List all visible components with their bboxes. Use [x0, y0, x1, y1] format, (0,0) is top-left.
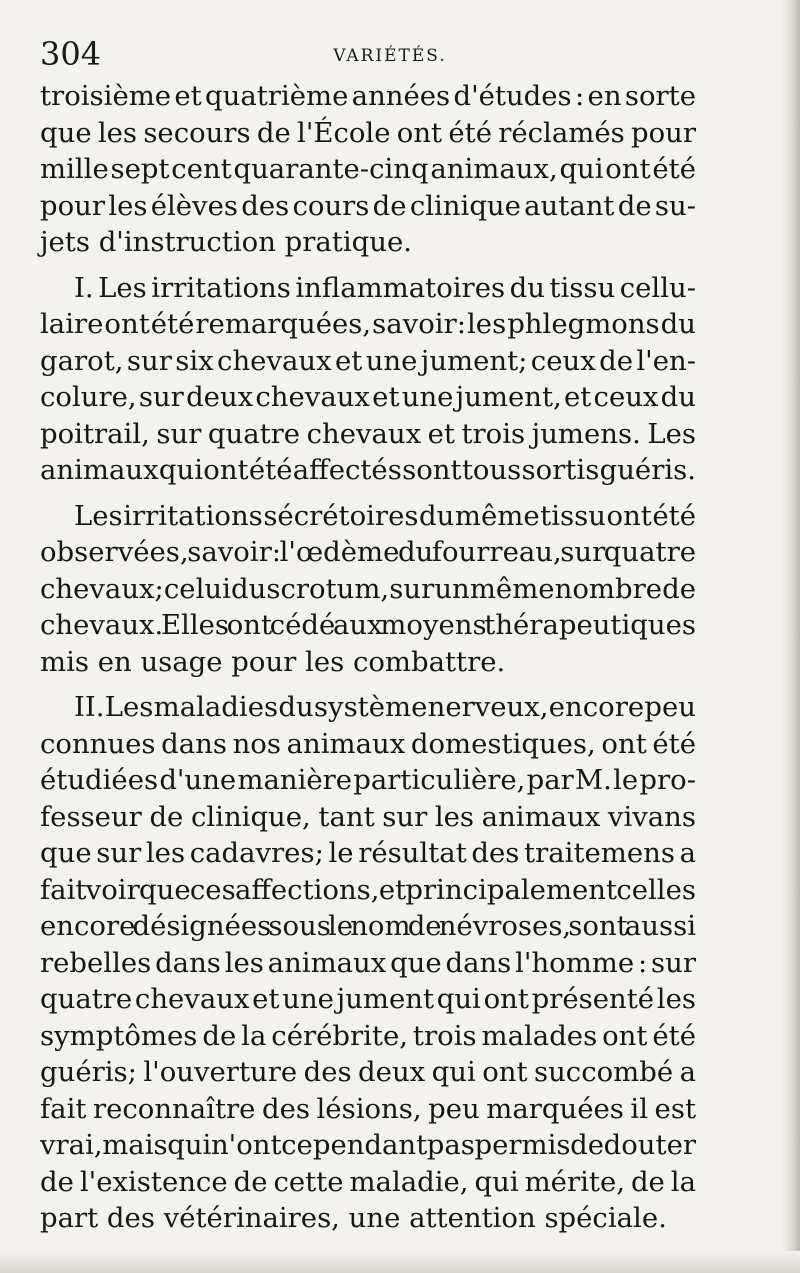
text-line: que les secours de l'École ont été réclamés pour — [40, 116, 696, 149]
text-line: troisième et quatrième années d'études : en sorte — [40, 80, 696, 112]
text-line: mis en usage pour les combattre. — [40, 645, 506, 678]
text-line: rebelles dans les animaux que dans l'homme : sur — [40, 946, 696, 979]
text-line: laire ont été remarquées, savoir: les phlegmons du — [40, 308, 696, 340]
text-line: de l'existence de cette maladie, qui mérite, de la — [40, 1165, 696, 1198]
paragraph-gap — [40, 489, 696, 498]
text-line: poitrail, sur quatre chevaux et trois jumens. Les — [40, 417, 696, 450]
text-line: fait voir que ces affections, et principalement celles — [40, 873, 696, 906]
body-text — [40, 78, 696, 1237]
text-line: chevaux; celui du scrotum, sur un même nombre de — [40, 572, 696, 605]
text-line: encore désignées sous le nom de névroses, sont aussi — [40, 910, 696, 942]
page-header — [40, 34, 740, 74]
text-line: jets d'instruction pratique. — [40, 226, 412, 258]
paragraph-gap — [40, 680, 696, 689]
text-line: I. Les irritations inflammatoires du tissu cellu- — [74, 271, 696, 304]
text-line: étudiées d'une manière particulière, par M. le pro- — [40, 764, 696, 796]
text-line: pour les élèves des cours de clinique autant de su- — [40, 189, 696, 222]
page-edge-shadow — [782, 0, 800, 1273]
text-line: Les irritations sécrétoires du même tissu ont été — [74, 499, 696, 532]
text-line: mille sept cent quarante-cinq animaux, qui ont été — [40, 153, 696, 185]
text-line: que sur les cadavres; le résultat des traitemens a — [40, 837, 696, 869]
paragraph-gap — [40, 261, 696, 270]
text-line: vrai, mais qui n'ont cependant pas permis de douter — [40, 1129, 696, 1161]
text-line: symptômes de la cérébrite, trois malades ont été — [40, 1019, 696, 1052]
running-head: VARIÉTÉS. — [333, 46, 447, 66]
text-line: observées, savoir: l'œdème du fourreau, sur quatre — [40, 536, 696, 568]
text-line: chevaux. Elles ont cédé aux moyens thérapeutiques — [40, 609, 696, 641]
text-line: colure, sur deux chevaux et une jument, et ceux du — [40, 381, 696, 413]
text-line: animaux qui ont été affectés sont tous sortis guéris. — [40, 454, 696, 486]
text-line: garot, sur six chevaux et une jument; ceux de l'en- — [40, 344, 696, 377]
text-line: guéris; l'ouverture des deux qui ont succombé a — [40, 1056, 696, 1088]
text-line: connues dans nos animaux domestiques, ont été — [40, 727, 696, 760]
text-line: II. Les maladies du système nerveux, encore peu — [74, 691, 696, 723]
text-line: part des vétérinaires, une attention spéciale. — [40, 1202, 667, 1234]
text-line: quatre chevaux et une jument qui ont présenté les — [40, 983, 696, 1015]
text-line: fait reconnaître des lésions, peu marquées il est — [40, 1092, 696, 1125]
text-line: fesseur de clinique, tant sur les animaux vivans — [40, 800, 696, 833]
page-bottom-shadow — [0, 1251, 800, 1273]
page-number: 304 — [40, 35, 102, 73]
